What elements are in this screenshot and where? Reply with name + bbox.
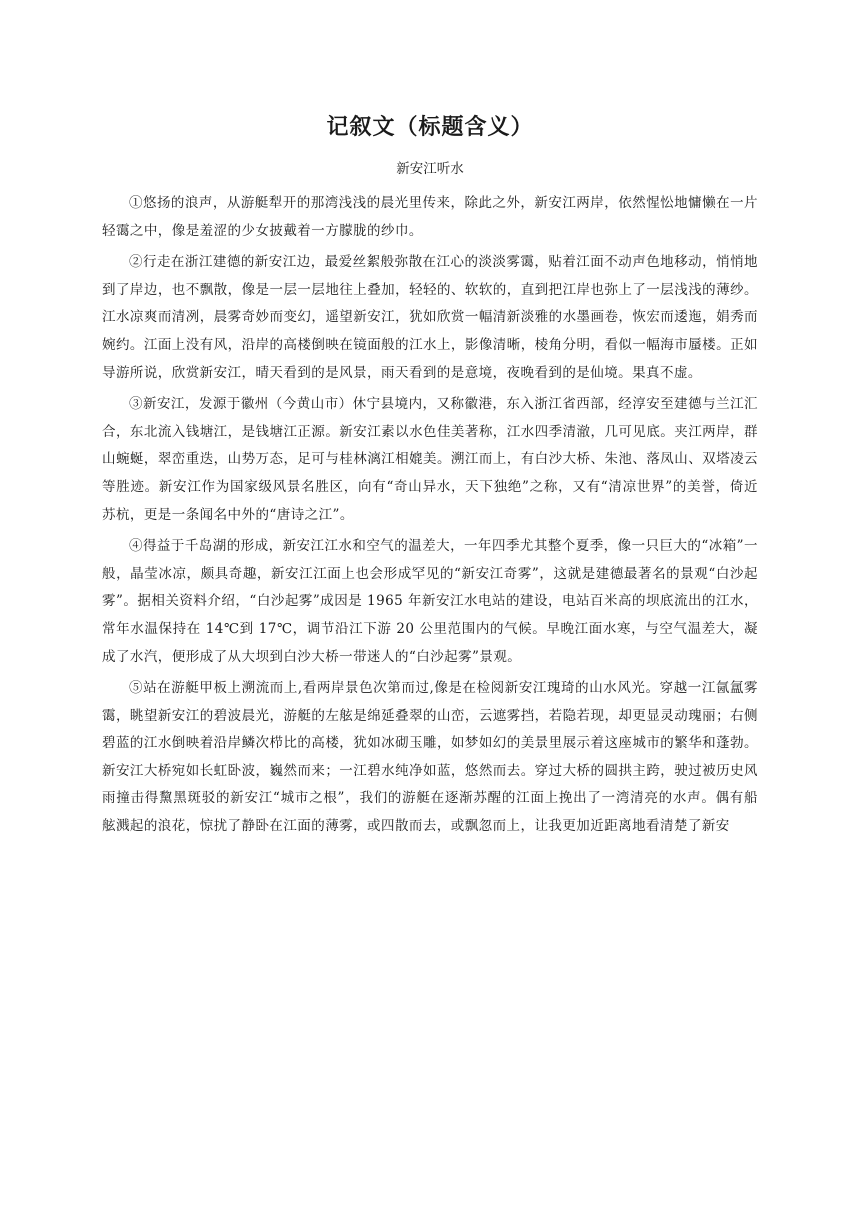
paragraph-3: ③新安江，发源于徽州（今黄山市）休宁县境内，又称徽港，东入浙江省西部，经淳安至建德与兰江汇合，东北流入钱塘江，是钱塘江正源。新安江素以水色佳美著称，江水四季清澈，几可见底。夹江两岸，群山蜿蜒，翠峦重迭，山势万态，足可与桂林漓江相媲美。溯江而上，有白沙大桥、朱池、落凤山、双塔凌云等胜迹。新安江作为国家级风景名胜区，向有“奇山异水，天下独绝”之称，又有“清凉世界”的美誉，倚近苏杭，更是一条闻名中外的“唐诗之江”。 [102,396,758,523]
article-title: 新安江听水 [396,161,464,177]
document-title: 记叙文（标题含义） [326,115,534,140]
document-page [102,112,758,845]
paragraph-2: ②行走在浙江建德的新安江边，最爱丝絮般弥散在江心的淡淡雾霭，贴着江面不动声色地移动，悄悄地到了岸边，也不飘散，像是一层一层地往上叠加，轻轻的、软软的，直到把江岸也弥上了一层浅浅的薄纱。江水凉爽而清冽，晨雾奇妙而变幻，遥望新安江，犹如欣赏一幅清新淡雅的水墨画卷，恢宏而逶迤，娟秀而婉约。江面上没有风，沿岸的高楼倒映在镜面般的江水上，影像清晰，棱角分明，看似一幅海市蜃楼。正如导游所说，欣赏新安江，晴天看到的是风景，雨天看到的是意境，夜晚看到的是仙境。果真不虚。 [102,254,758,381]
paragraph-5: ⑤站在游艇甲板上溯流而上,看两岸景色次第而过,像是在检阅新安江瑰琦的山水风光。穿越一江氤氲雾霭，眺望新安江的碧波晨光，游艇的左舷是绵延叠翠的山峦，云遮雾挡，若隐若现，却更显灵动瑰丽；右侧碧蓝的江水倒映着沿岸鳞次栉比的高楼，犹如冰砌玉雕，如梦如幻的美景里展示着这座城市的繁华和蓬勃。新安江大桥宛如长虹卧波，巍然而来；一江碧水纯净如蓝，悠然而去。穿过大桥的圆拱主跨，驶过被历史风雨撞击得黧黑斑驳的新安江“城市之根”，我们的游艇在逐渐苏醒的江面上挽出了一湾清亮的水声。偶有船舷溅起的浪花，惊扰了静卧在江面的薄雾，或四散而去，或飘忽而上，让我更加近距离地看清楚了新安 [102,680,758,835]
paragraph-4: ④得益于千岛湖的形成，新安江江水和空气的温差大，一年四季尤其整个夏季，像一只巨大的“冰箱”一般，晶莹冰凉，颇具奇趣，新安江江面上也会形成罕见的“新安江奇雾”，这就是建德最著名的景观“白沙起雾”。据相关资料介绍，“白沙起雾”成因是 1965 年新安江水电站的建设，电站百米高的坝底流出的江水，常年水温保持在 14℃到 17℃，调节沿江下游 20 公里范围内的气候。早晚江面水寒，与空气温差大，凝成了水汽，便形成了从大坝到白沙大桥一带迷人的“白沙起雾”景观。 [102,538,758,665]
paragraph-1: ①悠扬的浪声，从游艇犁开的那湾浅浅的晨光里传来，除此之外，新安江两岸，依然惺忪地慵懒在一片轻霭之中，像是羞涩的少女披戴着一方朦胧的纱巾。 [102,195,758,239]
